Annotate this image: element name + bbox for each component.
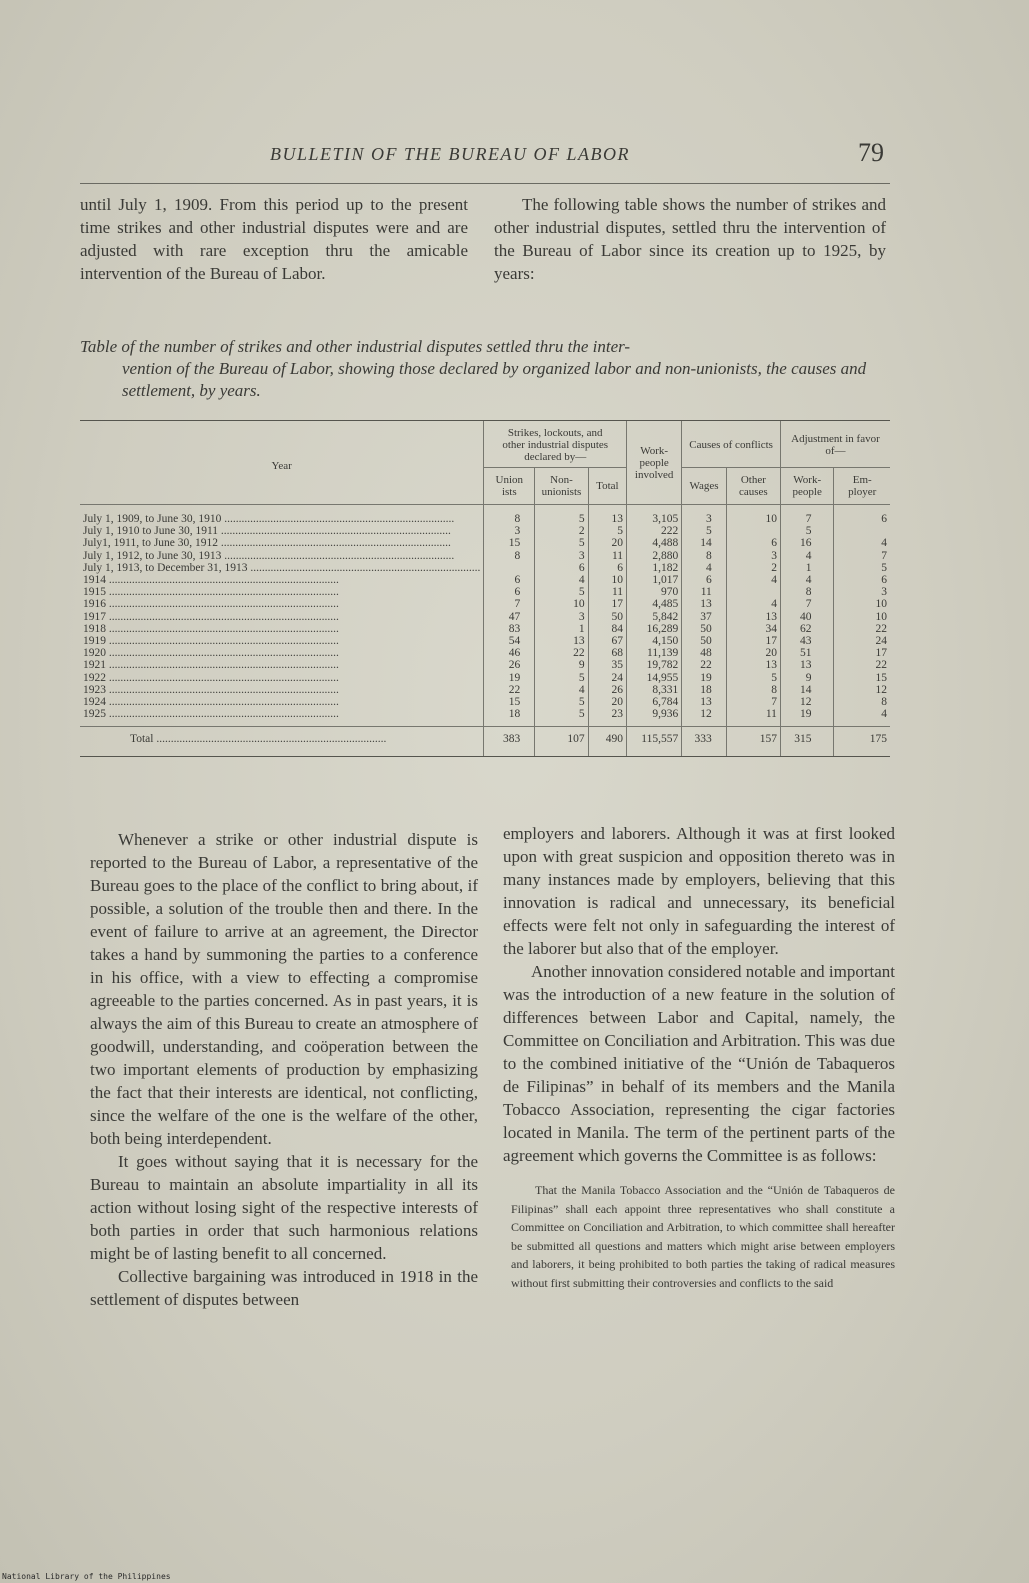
adj-work-people-cell: 51 — [780, 647, 834, 659]
non-union-cell: 5 — [535, 537, 588, 549]
header-work-people: Work-people involved — [627, 421, 682, 505]
other-causes-cell: 17 — [726, 635, 780, 647]
year-cell: 1922 ................................................................................ — [83, 671, 339, 684]
total-cell: 20 — [588, 696, 626, 708]
adj-work-people-cell: 8 — [780, 586, 834, 598]
wages-cell: 13 — [682, 598, 727, 610]
adj-work-people-cell: 40 — [780, 611, 834, 623]
disputes-table — [80, 420, 890, 757]
adj-work-people-cell: 19 — [780, 708, 834, 727]
table-row — [80, 586, 890, 598]
wages-cell: 13 — [682, 696, 727, 708]
total-cell: 6 — [588, 562, 626, 574]
table-row — [80, 696, 890, 708]
total-cell: 17 — [588, 598, 626, 610]
other-causes-cell: 5 — [726, 672, 780, 684]
header-adj-employer: Em-ployer — [834, 468, 890, 505]
adj-employer-cell — [834, 525, 890, 537]
adj-employer-cell: 4 — [834, 708, 890, 727]
adj-employer-cell: 24 — [834, 635, 890, 647]
union-cell: 18 — [484, 708, 535, 727]
other-causes-cell: 13 — [726, 659, 780, 671]
total-adj-work-people-cell: 315 — [780, 727, 834, 756]
adj-employer-cell: 22 — [834, 659, 890, 671]
non-union-cell: 2 — [535, 525, 588, 537]
wages-cell: 19 — [682, 672, 727, 684]
year-cell: 1925 ................................................................................ — [83, 708, 339, 721]
total-wages-cell: 333 — [682, 727, 727, 756]
header-total: Total — [588, 468, 626, 505]
other-causes-cell: 6 — [726, 537, 780, 549]
header-causes-group: Causes of conflicts — [682, 421, 781, 468]
table-row — [80, 598, 890, 610]
non-union-cell: 5 — [535, 708, 588, 727]
adj-employer-cell: 7 — [834, 550, 890, 562]
adj-work-people-cell: 43 — [780, 635, 834, 647]
intro-left-column — [80, 193, 468, 285]
header-wages: Wages — [682, 468, 727, 505]
total-cell: 68 — [588, 647, 626, 659]
non-union-cell: 5 — [535, 696, 588, 708]
wages-cell: 50 — [682, 623, 727, 635]
wages-cell: 6 — [682, 574, 727, 586]
work-people-cell: 5,842 — [627, 611, 682, 623]
work-people-cell: 2,880 — [627, 550, 682, 562]
union-cell: 26 — [484, 659, 535, 671]
non-union-cell: 6 — [535, 562, 588, 574]
work-people-cell: 8,331 — [627, 684, 682, 696]
body-paragraph: Whenever a strike or other industrial dispute is reported to the Bureau of Labor, a representative of the Bureau goes to the place of the conflict to bring about, if possible, a solution of the trouble then and there. In the event of failure to arrive at an agreement, the Director takes a hand by summoning the parties to a conference in his office, with a view to effecting a compromise agreeable to the parties concerned. As in past years, it is always the aim of this Bureau to create an atmosphere of goodwill, understanding, and coöperation between the two important elements of production by emphasizing the fact that their interests are identical, not conflicting, since the welfare of the one is the welfare of the other, both being interdependent. — [90, 830, 478, 1148]
total-label: Total ................................................................................ — [80, 727, 484, 756]
adj-employer-cell: 8 — [834, 696, 890, 708]
header-year: Year — [80, 421, 484, 505]
non-union-cell: 4 — [535, 574, 588, 586]
adj-work-people-cell: 7 — [780, 505, 834, 526]
agreement-quote-text: That the Manila Tobacco Association and the “Unión de Tabaqueros de Filipinas” shall each appoint three representatives who shall constitute a Committee on Conciliation and Arbitration, to which committee shall hereafter be submitted all questions and matters which might arise between employers and laborers, it being prohibited to both parties the taking of radical measures without first submitting their controversies and conflicts to the said — [511, 1183, 895, 1290]
other-causes-cell: 7 — [726, 696, 780, 708]
total-total-cell: 490 — [588, 727, 626, 756]
agreement-quote — [503, 1181, 895, 1292]
adj-employer-cell: 3 — [834, 586, 890, 598]
table-row — [80, 611, 890, 623]
total-other-causes-cell: 157 — [726, 727, 780, 756]
year-cell: 1918 ................................................................................ — [83, 622, 339, 635]
table-row — [80, 505, 890, 526]
non-union-cell: 4 — [535, 684, 588, 696]
other-causes-cell: 4 — [726, 574, 780, 586]
header-rule — [80, 183, 890, 184]
total-cell: 11 — [588, 550, 626, 562]
year-cell: 1914 ................................................................................ — [83, 574, 339, 587]
non-union-cell: 3 — [535, 550, 588, 562]
work-people-cell: 3,105 — [627, 505, 682, 526]
header-adj-work-people: Work-people — [780, 468, 834, 505]
work-people-cell: 11,139 — [627, 647, 682, 659]
total-union-cell: 383 — [484, 727, 535, 756]
work-people-cell: 19,782 — [627, 659, 682, 671]
wages-cell: 3 — [682, 505, 727, 526]
total-cell: 35 — [588, 659, 626, 671]
year-cell: 1923 ................................................................................ — [83, 683, 339, 696]
adj-employer-cell: 12 — [834, 684, 890, 696]
intro-left-paragraph: until July 1, 1909. From this period up to the present time strikes and other industrial disputes were and are adjusted with rare exception thru the amicable intervention of the Bureau of Labor. — [80, 195, 468, 283]
adj-work-people-cell: 5 — [780, 525, 834, 537]
adj-work-people-cell: 1 — [780, 562, 834, 574]
wages-cell: 8 — [682, 550, 727, 562]
adj-work-people-cell: 4 — [780, 574, 834, 586]
total-cell: 23 — [588, 708, 626, 727]
table-row — [80, 672, 890, 684]
wages-cell: 22 — [682, 659, 727, 671]
table-row — [80, 623, 890, 635]
header-declared-group: Strikes, lockouts, and other industrial disputes declared by— — [484, 421, 627, 468]
union-cell: 8 — [484, 550, 535, 562]
union-cell: 47 — [484, 611, 535, 623]
work-people-cell: 970 — [627, 586, 682, 598]
body-paragraph: Another innovation considered notable and important was the introduction of a new feature in the solution of differences between Labor and Capital, namely, the Committee on Conciliation and Arbitration. This was due to the combined initiative of the “Unión de Tabaqueros de Filipinas” in behalf of its members and the Manila Tobacco Association, representing the cigar factories located in Manila. The term of the pertinent parts of the agreement which governs the Committee is as follows: — [503, 962, 895, 1165]
union-cell: 19 — [484, 672, 535, 684]
adj-employer-cell: 15 — [834, 672, 890, 684]
library-credit: National Library of the Philippines — [2, 1572, 171, 1581]
year-cell: 1916 ................................................................................ — [83, 598, 339, 611]
union-cell: 22 — [484, 684, 535, 696]
total-cell: 5 — [588, 525, 626, 537]
union-cell: 15 — [484, 537, 535, 549]
table-row — [80, 562, 890, 574]
other-causes-cell — [726, 525, 780, 537]
adj-work-people-cell: 13 — [780, 659, 834, 671]
header-other-causes: Other causes — [726, 468, 780, 505]
work-people-cell: 4,485 — [627, 598, 682, 610]
non-union-cell: 5 — [535, 586, 588, 598]
header-non-union: Non-unionists — [535, 468, 588, 505]
other-causes-cell: 8 — [726, 684, 780, 696]
page-header — [80, 138, 890, 178]
header-adjustment-group: Adjustment in favor of— — [780, 421, 890, 468]
adj-employer-cell: 22 — [834, 623, 890, 635]
body-right-column — [503, 822, 895, 1292]
total-row — [80, 727, 890, 756]
adj-work-people-cell: 9 — [780, 672, 834, 684]
union-cell: 83 — [484, 623, 535, 635]
work-people-cell: 4,150 — [627, 635, 682, 647]
table-row — [80, 537, 890, 549]
adj-work-people-cell: 12 — [780, 696, 834, 708]
table-row — [80, 525, 890, 537]
work-people-cell: 14,955 — [627, 672, 682, 684]
total-cell: 13 — [588, 505, 626, 526]
union-cell: 3 — [484, 525, 535, 537]
non-union-cell: 22 — [535, 647, 588, 659]
adj-work-people-cell: 16 — [780, 537, 834, 549]
work-people-cell: 4,488 — [627, 537, 682, 549]
total-work-people-cell: 115,557 — [627, 727, 682, 756]
year-cell: July 1, 1913, to December 31, 1913 ................................................................................ — [83, 561, 481, 574]
other-causes-cell: 2 — [726, 562, 780, 574]
other-causes-cell — [726, 586, 780, 598]
adj-employer-cell: 10 — [834, 598, 890, 610]
wages-cell: 50 — [682, 635, 727, 647]
running-title: BULLETIN OF THE BUREAU OF LABOR — [270, 144, 630, 164]
table-caption-first-line: Table of the number of strikes and other industrial disputes settled thru the inter- — [80, 337, 631, 356]
non-union-cell: 13 — [535, 635, 588, 647]
work-people-cell: 6,784 — [627, 696, 682, 708]
union-cell: 6 — [484, 586, 535, 598]
other-causes-cell: 13 — [726, 611, 780, 623]
adj-employer-cell: 6 — [834, 574, 890, 586]
table-row — [80, 635, 890, 647]
adj-employer-cell: 6 — [834, 505, 890, 526]
union-cell: 7 — [484, 598, 535, 610]
table-row — [80, 659, 890, 671]
intro-right-column — [494, 193, 886, 285]
table-row — [80, 550, 890, 562]
non-union-cell: 10 — [535, 598, 588, 610]
other-causes-cell: 4 — [726, 598, 780, 610]
work-people-cell: 16,289 — [627, 623, 682, 635]
body-paragraph: Collective bargaining was introduced in 1918 in the settlement of disputes between — [90, 1267, 478, 1309]
adj-employer-cell: 17 — [834, 647, 890, 659]
wages-cell: 12 — [682, 708, 727, 727]
table-row — [80, 684, 890, 696]
other-causes-cell: 34 — [726, 623, 780, 635]
total-cell: 50 — [588, 611, 626, 623]
other-causes-cell: 10 — [726, 505, 780, 526]
other-causes-cell: 11 — [726, 708, 780, 727]
adj-employer-cell: 4 — [834, 537, 890, 549]
union-cell — [484, 562, 535, 574]
adj-employer-cell: 10 — [834, 611, 890, 623]
adj-work-people-cell: 14 — [780, 684, 834, 696]
adj-employer-cell: 5 — [834, 562, 890, 574]
year-cell: 1920 ................................................................................ — [83, 647, 339, 660]
table-row — [80, 574, 890, 586]
other-causes-cell: 3 — [726, 550, 780, 562]
table-caption — [80, 336, 888, 402]
year-cell: July1, 1911, to June 30, 1912 ................................................................................ — [83, 537, 451, 550]
non-union-cell: 5 — [535, 672, 588, 684]
body-paragraph: employers and laborers. Although it was at first looked upon with great suspicion and opposition thereto was in many instances made by employers, believing that this innovation is radical and unnecessary, its beneficial effects were felt not only in safeguarding the interest of the laborer but also that of the employer. — [503, 824, 895, 958]
year-cell: July 1, 1909, to June 30, 1910 ................................................................................ — [83, 513, 455, 525]
table-row — [80, 647, 890, 659]
wages-cell: 5 — [682, 525, 727, 537]
union-cell: 6 — [484, 574, 535, 586]
year-cell: 1924 ................................................................................ — [83, 696, 339, 709]
wages-cell: 48 — [682, 647, 727, 659]
total-cell: 11 — [588, 586, 626, 598]
total-non-union-cell: 107 — [535, 727, 588, 756]
total-cell: 20 — [588, 537, 626, 549]
page-number: 79 — [858, 138, 884, 167]
total-cell: 84 — [588, 623, 626, 635]
intro-right-paragraph: The following table shows the number of strikes and other industrial disputes, settled thru the intervention of the Bureau of Labor since its creation up to 1925, by years: — [494, 195, 886, 283]
non-union-cell: 1 — [535, 623, 588, 635]
wages-cell: 14 — [682, 537, 727, 549]
header-union: Union ists — [484, 468, 535, 505]
wages-cell: 11 — [682, 586, 727, 598]
total-cell: 67 — [588, 635, 626, 647]
year-cell: 1915 ................................................................................ — [83, 586, 339, 599]
work-people-cell: 222 — [627, 525, 682, 537]
adj-work-people-cell: 7 — [780, 598, 834, 610]
union-cell: 54 — [484, 635, 535, 647]
year-cell: July 1, 1912, to June 30, 1913 ................................................................................ — [83, 549, 455, 562]
body-paragraph: It goes without saying that it is necessary for the Bureau to maintain an absolute impartiality in all its action without losing sight of the respective interests of both parties in order that such harmonious relations might be of lasting benefit to all concerned. — [90, 1152, 478, 1263]
wages-cell: 18 — [682, 684, 727, 696]
work-people-cell: 1,017 — [627, 574, 682, 586]
total-adj-employer-cell: 175 — [834, 727, 890, 756]
non-union-cell: 5 — [535, 505, 588, 526]
work-people-cell: 1,182 — [627, 562, 682, 574]
non-union-cell: 9 — [535, 659, 588, 671]
union-cell: 8 — [484, 505, 535, 526]
work-people-cell: 9,936 — [627, 708, 682, 727]
year-cell: July 1, 1910 to June 30, 1911 ................................................................................ — [83, 525, 451, 538]
wages-cell: 4 — [682, 562, 727, 574]
year-cell: 1919 ................................................................................ — [83, 635, 339, 648]
union-cell: 46 — [484, 647, 535, 659]
year-cell: 1921 ................................................................................ — [83, 659, 339, 672]
union-cell: 15 — [484, 696, 535, 708]
adj-work-people-cell: 4 — [780, 550, 834, 562]
table-caption-rest: vention of the Bureau of Labor, showing those declared by organized labor and non-unionists, the causes and settlement, by years. — [122, 359, 867, 400]
non-union-cell: 3 — [535, 611, 588, 623]
wages-cell: 37 — [682, 611, 727, 623]
total-cell: 10 — [588, 574, 626, 586]
total-cell: 26 — [588, 684, 626, 696]
other-causes-cell: 20 — [726, 647, 780, 659]
table-row — [80, 708, 890, 727]
year-cell: 1917 ................................................................................ — [83, 610, 339, 623]
body-left-column — [90, 828, 478, 1311]
total-cell: 24 — [588, 672, 626, 684]
adj-work-people-cell: 62 — [780, 623, 834, 635]
